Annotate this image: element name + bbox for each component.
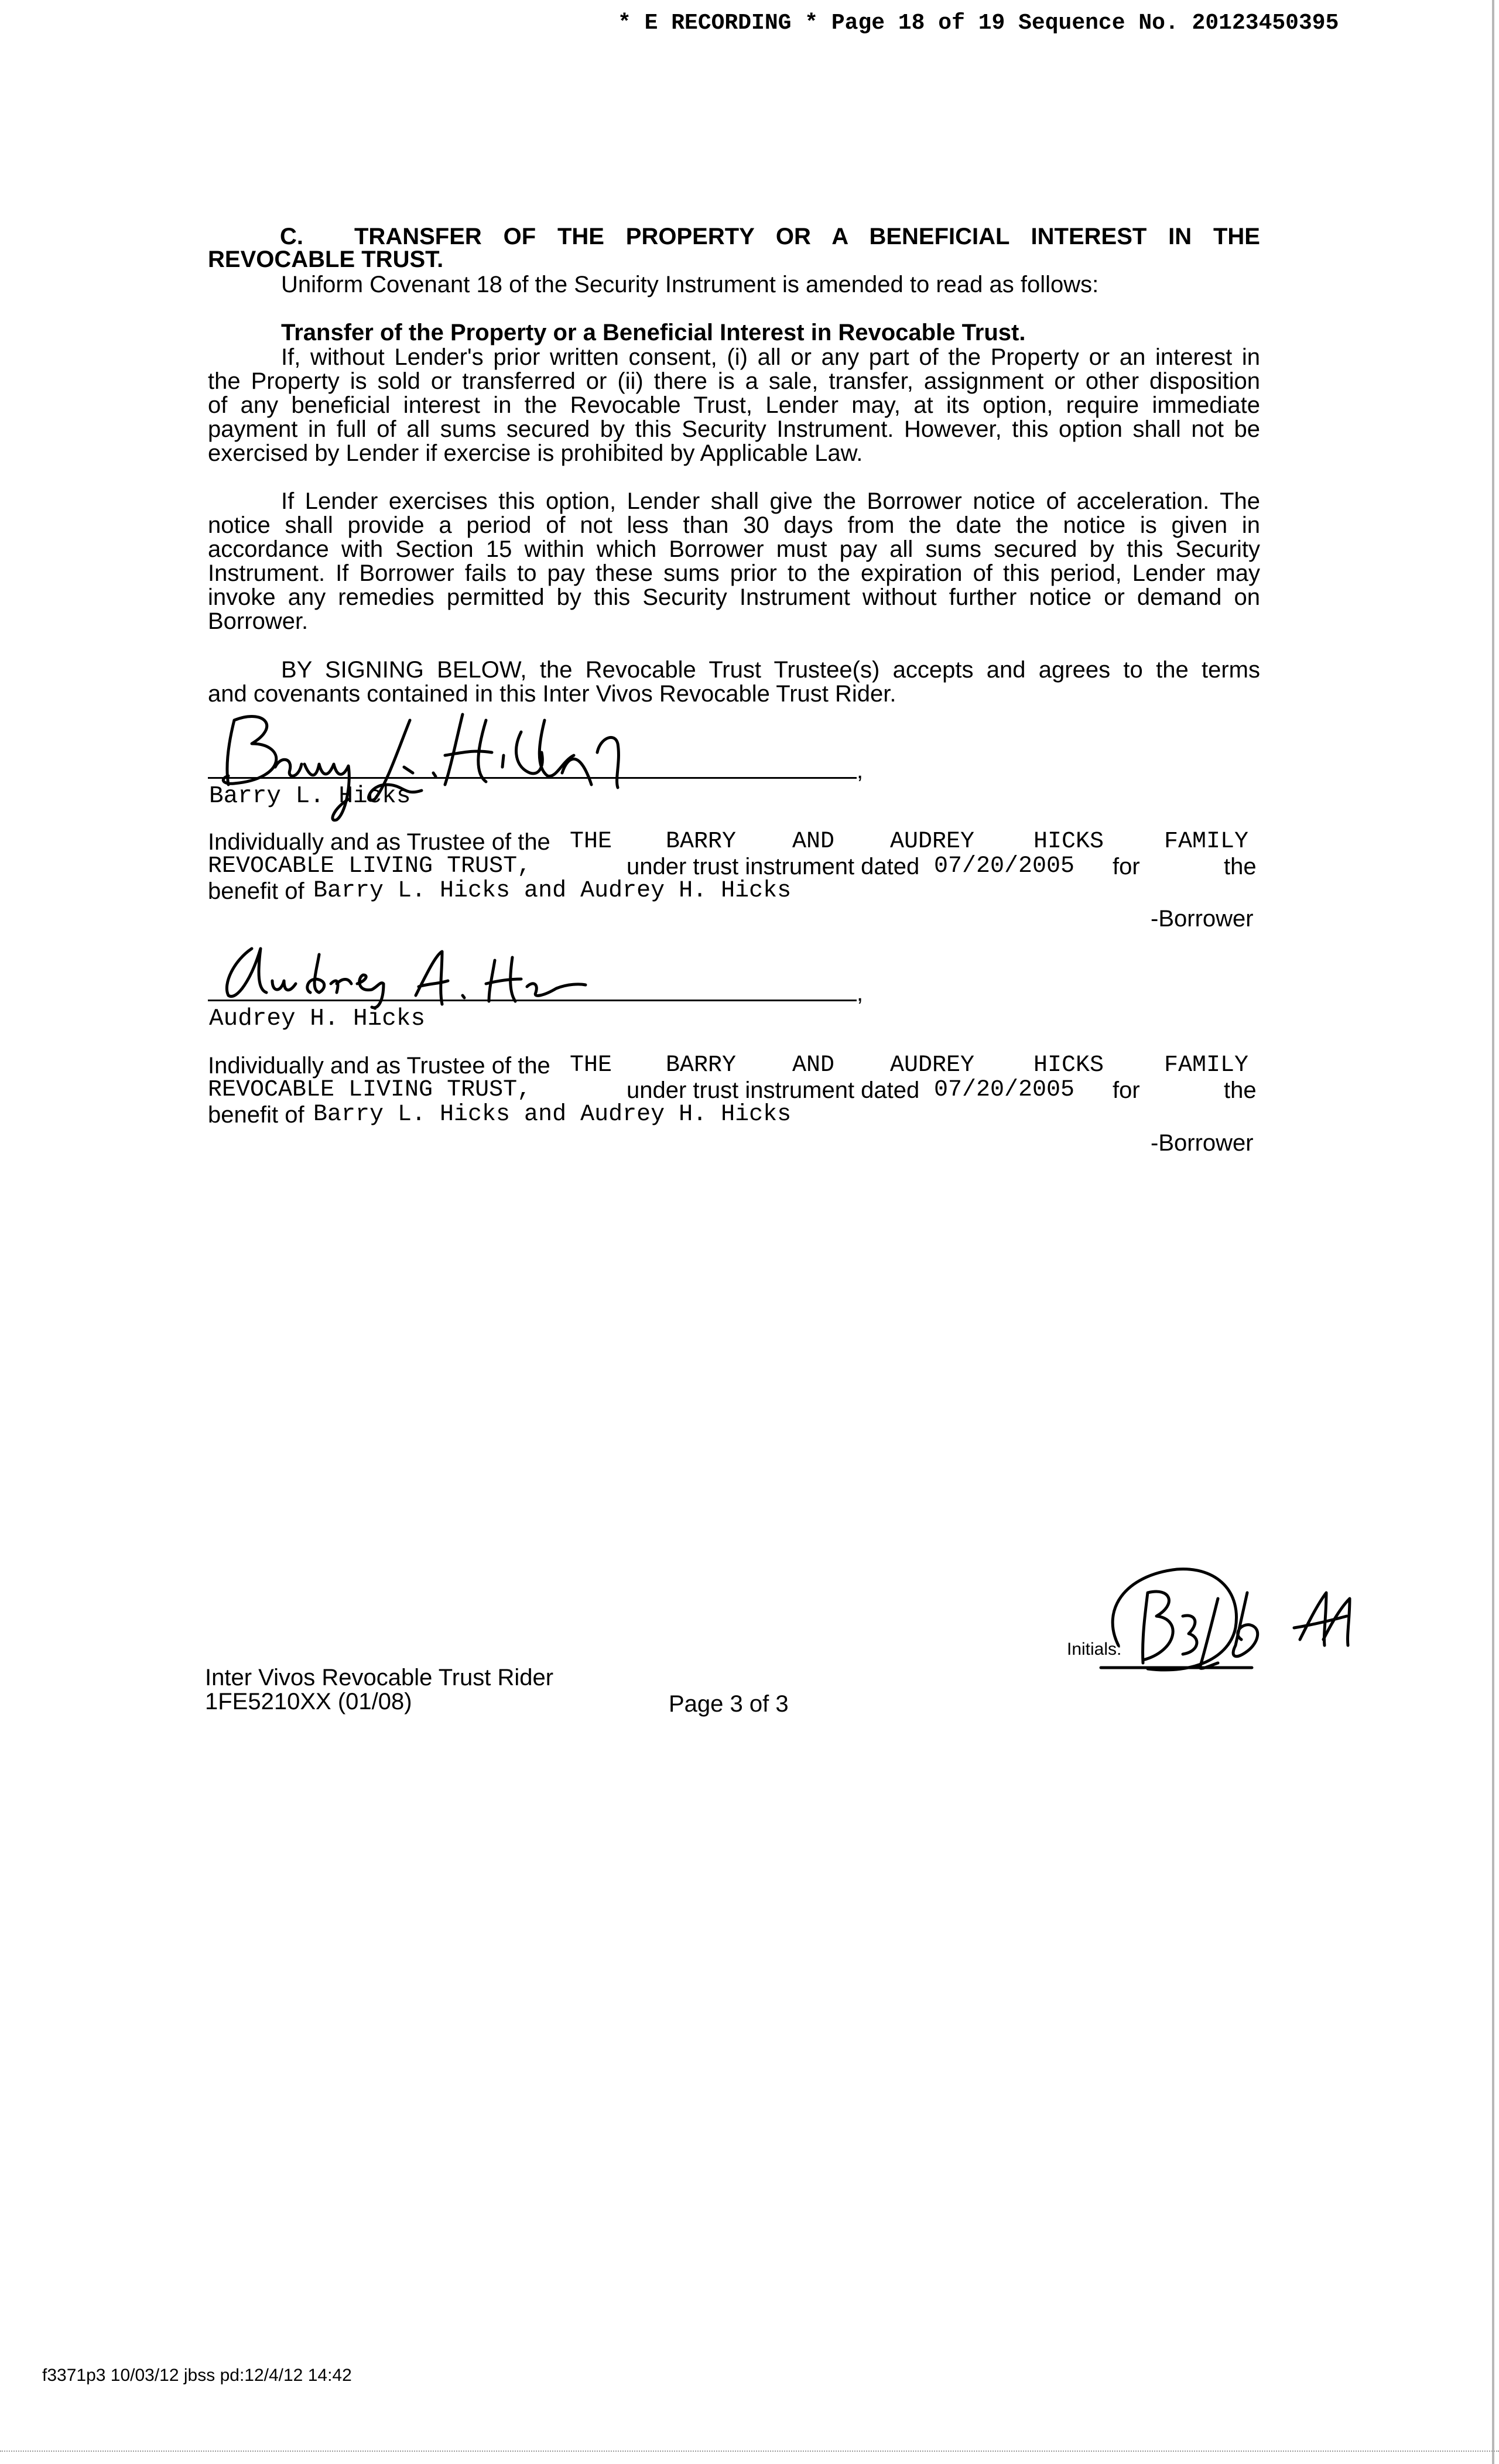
paragraph2-line: If Lender exercises this option, Lender shall give the Borrower notice of acceleration. The	[281, 488, 1260, 514]
paragraph1-line: If, without Lender's prior written consent, (i) all or any part of the Property or an interest in	[281, 344, 1260, 370]
trust-date: 07/20/2005	[934, 1077, 1075, 1103]
footer-page-number: Page 3 of 3	[669, 1691, 789, 1717]
benefit-label: benefit of	[208, 1102, 304, 1128]
paragraph1-line: the Property is sold or transferred or (ii) there is a sale, transfer, assignment or other disposition	[208, 368, 1260, 394]
section-title-line2: REVOCABLE TRUST.	[208, 247, 444, 272]
trust-word: AND	[792, 1052, 835, 1079]
trustee-prefix: Individually and as Trustee of the	[208, 829, 550, 855]
scan-bottom-noise	[0, 2451, 1499, 2452]
signer-name: Barry L. Hicks	[209, 783, 411, 810]
section-title-line1: TRANSFER OF THE PROPERTY OR A BENEFICIAL INTEREST IN THE	[354, 224, 1260, 249]
trust-word: HICKS	[1033, 829, 1104, 855]
trust-word: AUDREY	[890, 1052, 975, 1079]
scan-edge	[1492, 0, 1494, 2464]
borrower-role: -Borrower	[1151, 906, 1254, 932]
trust-word: FAMILY	[1164, 1052, 1249, 1079]
signer-name: Audrey H. Hicks	[209, 1005, 426, 1032]
signature-line	[208, 1000, 857, 1001]
beneficiaries: Barry L. Hicks and Audrey H. Hicks	[313, 878, 792, 904]
borrower-role: -Borrower	[1151, 1130, 1254, 1156]
for-word: for	[1113, 854, 1140, 879]
section-intro: Uniform Covenant 18 of the Security Instrument is amended to read as follows:	[281, 272, 1099, 297]
signature-line	[208, 777, 857, 779]
paragraph3-line: and covenants contained in this Inter Vivos Revocable Trust Rider.	[208, 681, 896, 707]
signature-comma: ,	[857, 758, 864, 783]
subheading: Transfer of the Property or a Beneficial Interest in Revocable Trust.	[281, 320, 1026, 345]
paragraph3-line: BY SIGNING BELOW, the Revocable Trust Trustee(s) accepts and agrees to the terms	[281, 657, 1260, 683]
paragraph1-line: payment in full of all sums secured by this Security Instrument. However, this option shall not be	[208, 416, 1260, 442]
trust-word: AND	[792, 829, 835, 855]
the-word: the	[1224, 854, 1257, 879]
signature-barry-hicks	[211, 697, 621, 831]
initials-label: Initials:	[1067, 1640, 1122, 1659]
paragraph2-line: invoke any remedies permitted by this Security Instrument without further notice or demand on	[208, 584, 1260, 610]
signature-audrey-hicks	[217, 937, 591, 1013]
initials-marks	[1101, 1558, 1370, 1681]
trust-name-line2: REVOCABLE LIVING TRUST,	[208, 1077, 532, 1103]
benefit-label: benefit of	[208, 878, 304, 904]
paragraph2-line: Instrument. If Borrower fails to pay these sums prior to the expiration of this period, Lender may	[208, 560, 1260, 586]
footer-form-code: 1FE5210XX (01/08)	[205, 1689, 412, 1714]
trust-date: 07/20/2005	[934, 853, 1075, 879]
beneficiaries: Barry L. Hicks and Audrey H. Hicks	[313, 1101, 792, 1128]
trust-word: THE	[570, 1052, 612, 1079]
trust-word: HICKS	[1033, 1052, 1104, 1079]
signature-comma: ,	[857, 980, 864, 1006]
trust-word: BARRY	[666, 829, 737, 855]
trust-name-line2: REVOCABLE LIVING TRUST,	[208, 853, 532, 879]
paragraph1-line: of any beneficial interest in the Revocable Trust, Lender may, at its option, require immediate	[208, 392, 1260, 418]
instrument-text: under trust instrument dated	[627, 854, 920, 879]
trustee-prefix: Individually and as Trustee of the	[208, 1053, 550, 1079]
paragraph2-line: notice shall provide a period of not less than 30 days from the date the notice is given in	[208, 512, 1260, 538]
trust-word: AUDREY	[890, 829, 975, 855]
trust-word: FAMILY	[1164, 829, 1249, 855]
paragraph2-line: Borrower.	[208, 608, 309, 634]
the-word: the	[1224, 1077, 1257, 1103]
footer-form-name: Inter Vivos Revocable Trust Rider	[205, 1665, 554, 1690]
paragraph1-line: exercised by Lender if exercise is prohibited by Applicable Law.	[208, 440, 863, 466]
paragraph2-line: accordance with Section 15 within which Borrower must pay all sums secured by this Security	[208, 536, 1260, 562]
trust-word: THE	[570, 829, 612, 855]
instrument-text: under trust instrument dated	[627, 1077, 920, 1103]
for-word: for	[1113, 1077, 1140, 1103]
trust-word: BARRY	[666, 1052, 737, 1079]
section-letter: C.	[280, 224, 303, 249]
footer-stamp: f3371p3 10/03/12 jbss pd:12/4/12 14:42	[42, 2366, 352, 2385]
recording-header: * E RECORDING * Page 18 of 19 Sequence No. 20123450395	[618, 11, 1339, 36]
